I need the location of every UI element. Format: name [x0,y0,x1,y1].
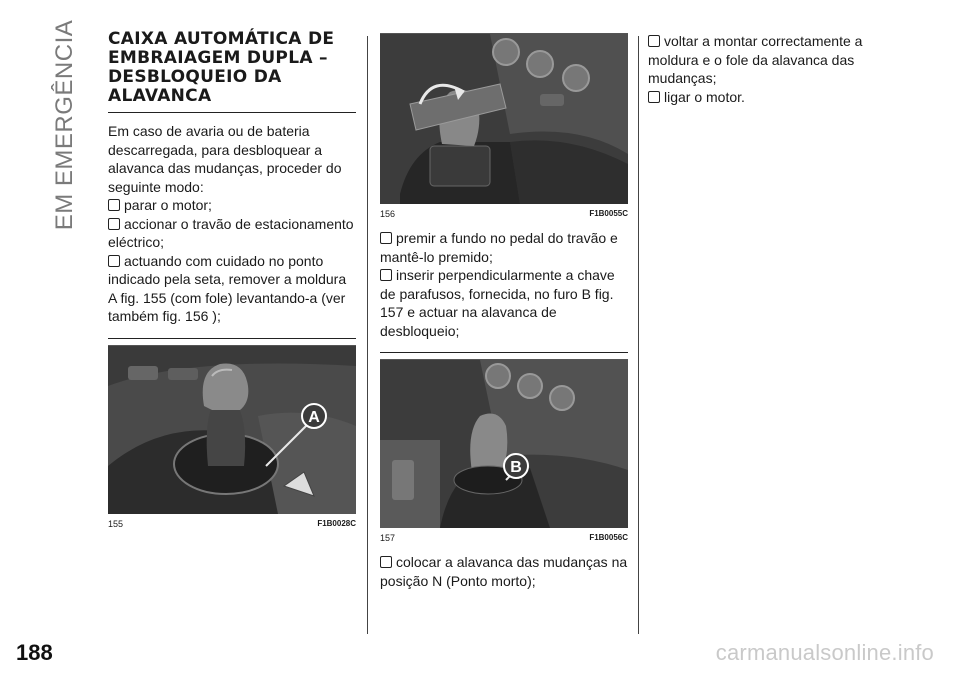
side-tab [40,19,90,231]
figure-number: 155 [108,518,124,529]
column-1 [108,30,356,529]
figure-number: 157 [380,533,396,543]
column-divider-2 [638,36,639,634]
figure-caption-155 [108,519,356,529]
figure-156 [380,33,628,204]
section-title: CAIXA AUTOMÁTICA DE EMBRAIAGEM DUPLA – DESBLOQUEIO DA ALAVANCA [108,30,356,113]
step-8 [648,88,896,107]
steps-group-3 [380,553,628,590]
gear-lever-illustration-156 [380,34,628,204]
gear-lever-illustration-155 [108,346,356,514]
step-3 [108,252,356,326]
column-2 [380,33,628,590]
step-text: accionar o travão de estacionamento eléctrico; [108,215,354,250]
step-1 [108,196,356,215]
page-number: 188 [16,640,53,665]
bullet-icon [108,255,120,267]
step-text: colocar a alavanca das mudanças na posição N (Ponto morto); [380,554,628,589]
step-text: ligar o motor. [664,88,745,105]
figure-code: F1B0056C [589,533,628,542]
separator [108,338,356,339]
bullet-icon [380,269,392,281]
step-6 [380,553,628,590]
bullet-icon [108,199,120,211]
step-text: actuando com cuidado no ponto indicado pela seta, remover a moldura A fig. 155 (com fole) levantando-a (ver também fig. 156 ); [108,252,347,324]
step-5 [380,266,628,340]
bullet-icon [380,232,392,244]
bullet-icon [108,218,120,230]
step-2 [108,215,356,252]
column-divider-1 [367,36,368,634]
callout-a: A [308,408,320,426]
figure-caption-157 [380,533,628,543]
bullet-icon [648,91,660,103]
figure-157 [380,359,628,528]
figure-number: 156 [380,209,396,219]
step-4 [380,229,628,266]
separator [380,352,628,353]
callout-b: B [510,459,522,476]
figure-code: F1B0055C [589,209,628,218]
gear-lever-illustration-157 [380,360,628,528]
watermark: carmanualsonline.info [715,640,934,665]
steps-group-2 [380,229,628,340]
step-text: voltar a montar correctamente a moldura e o fole da alavanca das mudanças; [648,33,863,86]
step-7 [648,32,896,88]
step-text: inserir perpendicularmente a chave de parafusos, fornecida, no furo B fig. 157 e actuar na alavanca de desbloqueio; [380,267,615,339]
side-tab-label: EM EMERGÊNCIA [51,19,78,231]
figure-155 [108,345,356,514]
bullet-icon [648,35,660,47]
step-text: premir a fundo no pedal do travão e mantê-lo premido; [380,230,618,265]
column-3 [648,32,896,106]
step-text: parar o motor; [124,197,212,213]
figure-caption-156 [380,209,628,219]
figure-code: F1B0028C [317,518,356,528]
bullet-icon [380,556,392,568]
intro-text: Em caso de avaria ou de bateria descarregada, para desbloquear a alavanca das mudanças, proceder do seguinte modo: [108,123,342,195]
